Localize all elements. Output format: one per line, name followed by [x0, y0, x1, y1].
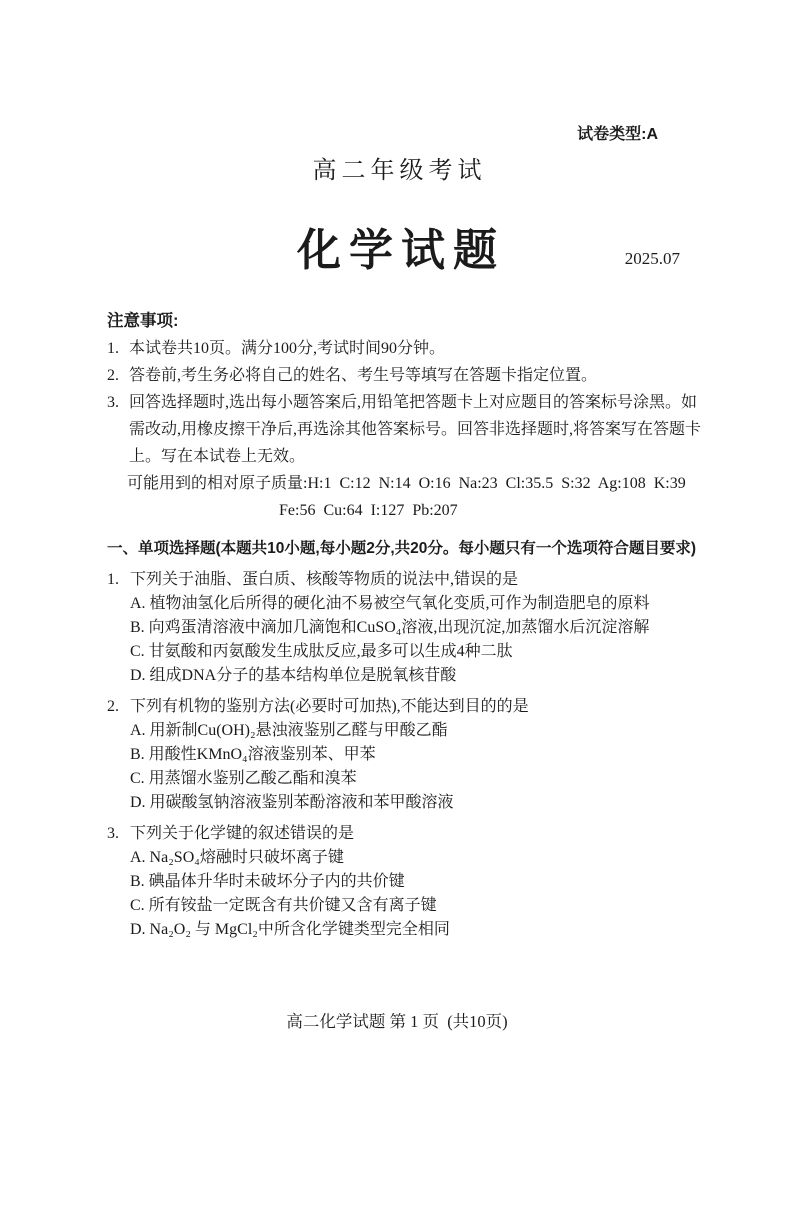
question-1-options [130, 592, 707, 688]
note-text: 本试卷共10页。满分100分,考试时间90分钟。 [129, 340, 446, 357]
note-number: 2. [107, 367, 119, 384]
page-title: 化学试题 [297, 226, 505, 275]
question-2-stem: 下列有机物的鉴别方法(必要时可加热),不能达到目的的是 [130, 698, 529, 715]
question-2 [107, 694, 707, 815]
question-3-option-c: C. 所有铵盐一定既含有共价键又含有离子键 [130, 897, 437, 914]
question-2-option-b: B. 用酸性KMnO₄溶液鉴别苯、甲苯 [130, 746, 376, 763]
note-text: 答卷前,考生务必将自己的姓名、考生号等填写在答题卡指定位置。 [129, 367, 598, 384]
notes-heading: 注意事项: [107, 312, 179, 330]
question-1-option-b: B. 向鸡蛋清溶液中滴加几滴饱和CuSO₄溶液,出现沉淀,加蒸馏水后沉淀溶解 [130, 619, 650, 636]
question-3-option-d: D. Na₂O₂ 与 MgCl₂中所含化学键类型完全相同 [130, 921, 450, 938]
question-1-option-a: A. 植物油氢化后所得的硬化油不易被空气氧化变质,可作为制造肥皂的原料 [130, 595, 650, 612]
question-2-option-d: D. 用碳酸氢钠溶液鉴别苯酚溶液和苯甲酸溶液 [130, 794, 454, 811]
question-1-number: 1. [107, 571, 119, 588]
note-text: 回答选择题时,选出每小题答案后,用铅笔把答题卡上对应题目的答案标号涂黑。如需改动,用橡皮擦干净后,再选涂其他答案标号。回答非选择题时,将答案写在答题卡上。写在本试卷上无效。 [129, 394, 702, 465]
section-heading: 一、单项选择题(本题共10小题,每小题2分,共20分。每小题只有一个选项符合题目要求) [107, 540, 697, 557]
question-2-stem-row [107, 694, 707, 719]
note-item-1 [107, 335, 703, 362]
question-3-stem: 下列关于化学键的叙述错误的是 [130, 825, 355, 842]
question-1-stem: 下列关于油脂、蛋白质、核酸等物质的说法中,错误的是 [130, 571, 519, 588]
question-2-option-a: A. 用新制Cu(OH)₂悬浊液鉴别乙醛与甲酸乙酯 [130, 722, 448, 739]
question-2-options [130, 719, 707, 815]
questions-section [107, 536, 707, 942]
question-1-option-d: D. 组成DNA分子的基本结构单位是脱氧核苷酸 [130, 667, 457, 684]
atomic-masses-line-1: 可能用到的相对原子质量:H:1 C:12 N:14 O:16 Na:23 Cl:35.5 S:32 Ag:108 K:39 [127, 475, 686, 492]
exam-name: 高二年级考试 [312, 158, 487, 184]
note-item-3 [107, 389, 703, 470]
question-3-number: 3. [107, 825, 119, 842]
question-3-option-b: B. 碘晶体升华时未破坏分子内的共价键 [130, 873, 405, 890]
question-2-option-c: C. 用蒸馏水鉴别乙酸乙酯和溴苯 [130, 770, 357, 787]
question-1 [107, 567, 707, 688]
question-3-option-a: A. Na₂SO₄熔融时只破坏离子键 [130, 849, 344, 866]
notes-section [107, 308, 703, 524]
atomic-masses-line-2: Fe:56 Cu:64 I:127 Pb:207 [279, 502, 458, 519]
question-3-stem-row [107, 821, 707, 846]
paper-type-label: 试卷类型:A [577, 126, 658, 143]
question-1-stem-row [107, 567, 707, 592]
question-1-option-c: C. 甘氨酸和丙氨酸发生成肽反应,最多可以生成4种二肽 [130, 643, 513, 660]
question-3-options [130, 846, 707, 942]
question-3 [107, 821, 707, 942]
exam-date: 2025.07 [624, 249, 680, 268]
note-item-2 [107, 362, 703, 389]
page-footer: 高二化学试题 第 1 页 (共10页) [286, 1012, 508, 1031]
note-number: 3. [107, 394, 119, 411]
note-number: 1. [107, 340, 119, 357]
question-2-number: 2. [107, 698, 119, 715]
